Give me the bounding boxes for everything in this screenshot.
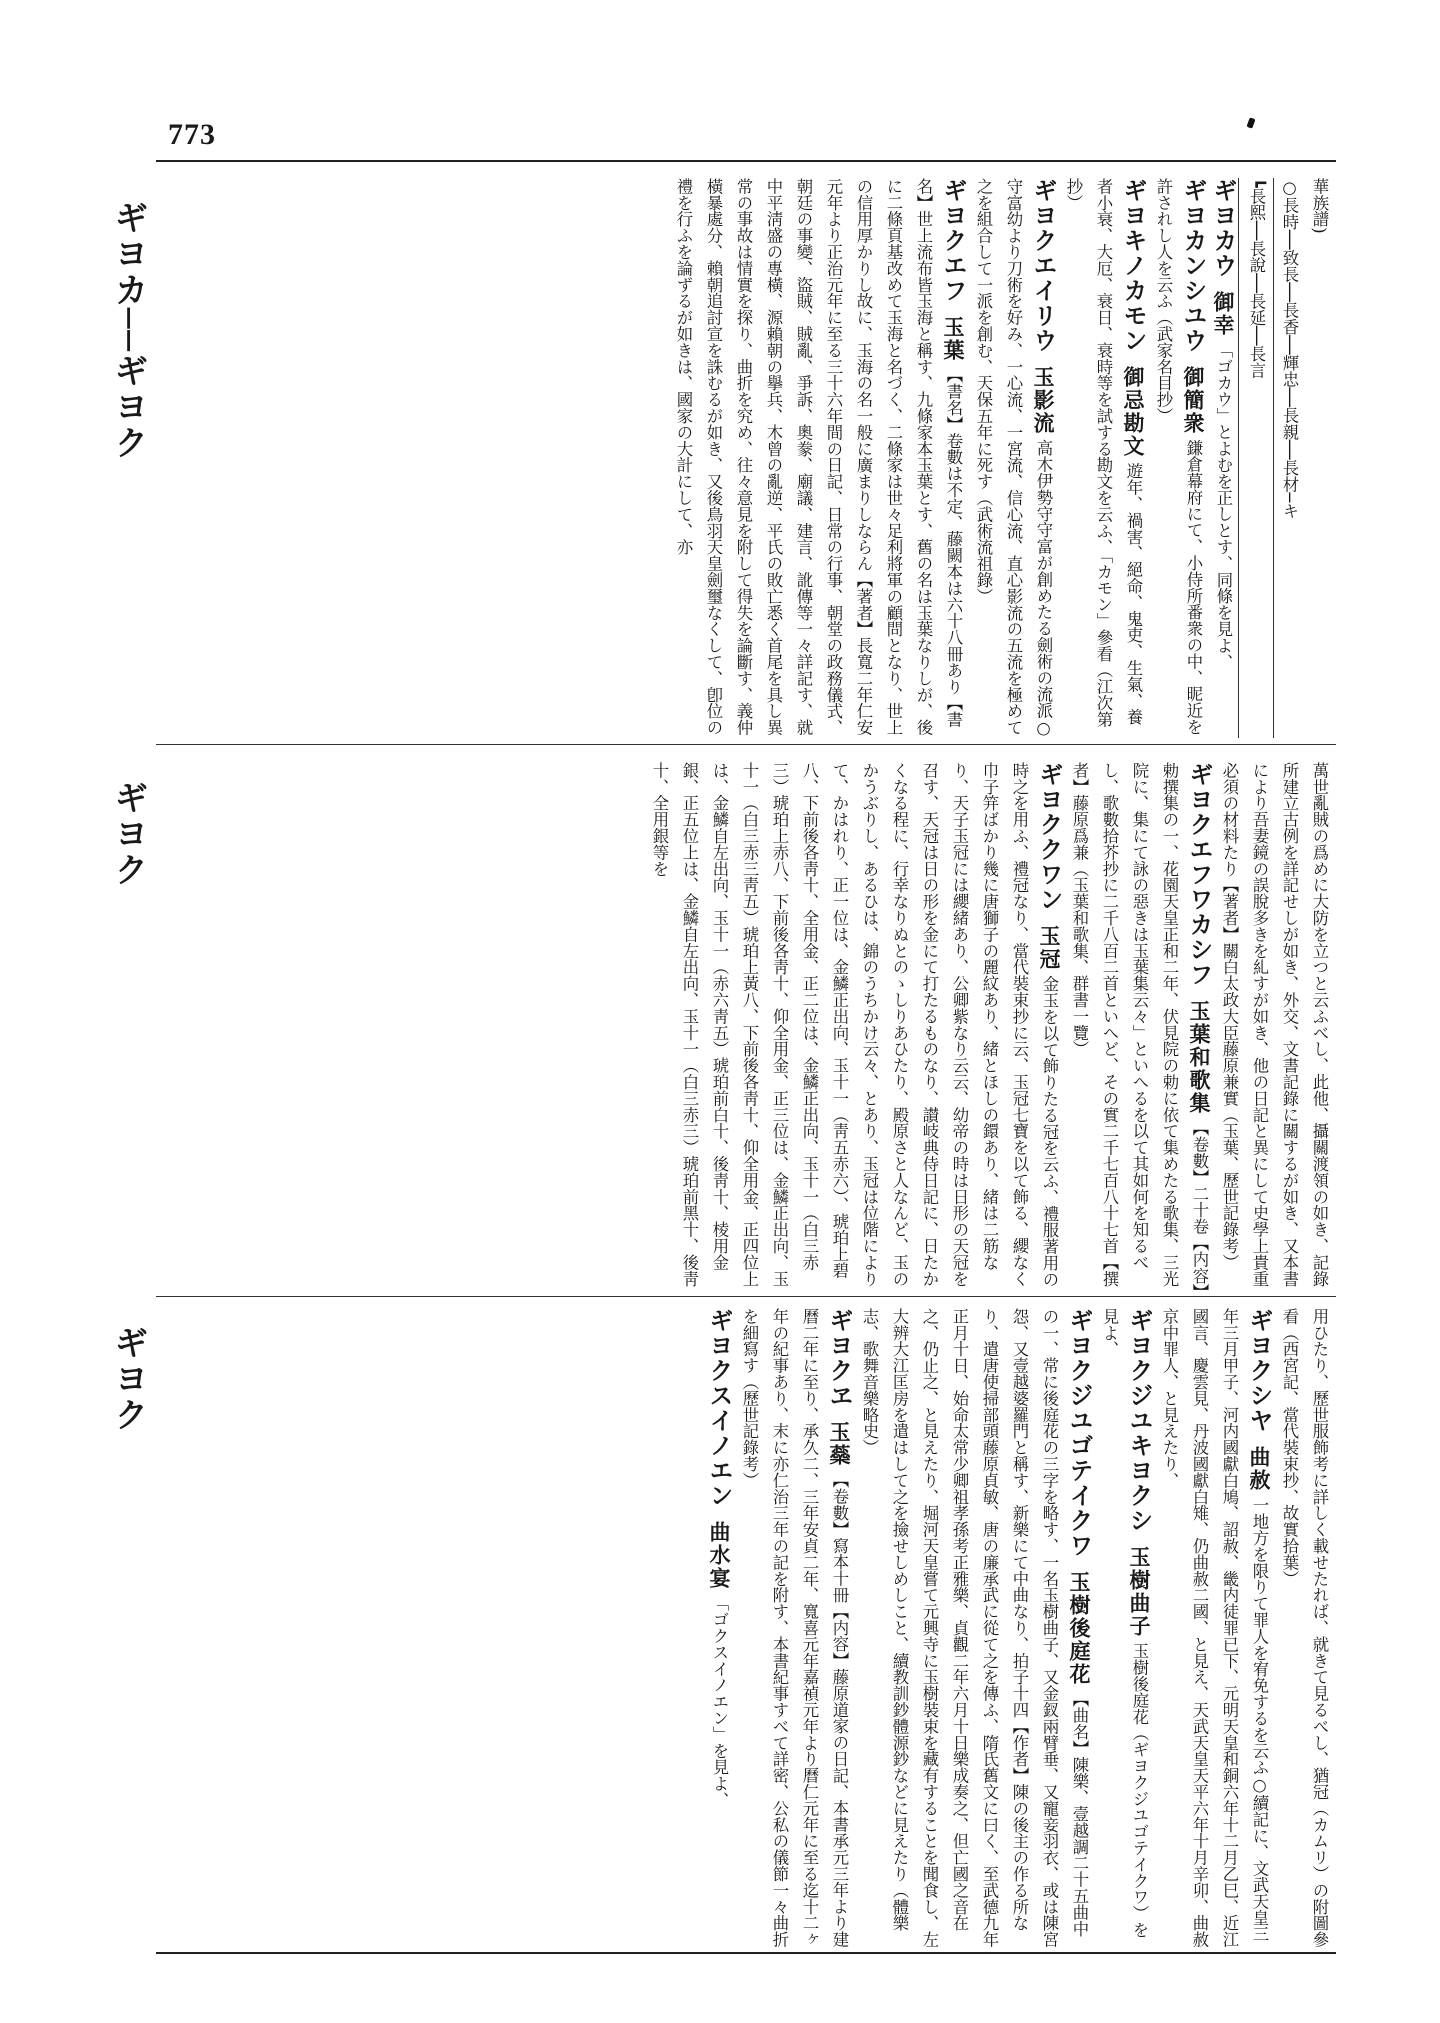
dictionary-entry	[854, 1308, 1094, 1948]
entry-headword: ギヨクエフワカシフ	[1185, 762, 1213, 987]
dictionary-entry	[734, 1308, 854, 1948]
band-divider-lower	[156, 1296, 1336, 1297]
band-divider-upper	[156, 744, 1336, 745]
entry-text: 鎌倉幕府にて、小侍所番衆の中、昵近を許されし人を云ふ（武家名目抄）	[1154, 178, 1203, 736]
entry-text: 金玉を以て飾りたる冠を云ふ、禮服著用の時之を用ふ、禮冠なり、當代裝束抄に云、玉冠七寶を以て飾る、纓なく巾子笄ばかり幾に唐獅子の麗紋あり、緒とほしの鐶あり、緒は二筋なり、天子玉冠には纓緒あり、公卿紫なり云云、幼帝の時は日形の天冠を召す、天冠は日の形を金にて打たるものなり、讃岐典侍日記に、日たかくなる程に、行幸なりぬとのゝしりあひたり、殿原さと人なんど、玉のかうぶりし、あるひは、錦のうちかけ云々、とあり、玉冠は位階によりて、かはれり、正一位は、金鱗正出向、玉十一（靑五赤六）、琥珀上碧八、下前後各靑十、全用金、正二位は、金鱗正出向、玉十一（白三赤三）琥珀上赤八、下前後各靑十、仰全用金、正三位は、金鱗正出向、玉十一（白三赤三靑五）琥珀上黃八、下前後各靑十、仰全用金、正四位上は、金鱗自左出向、玉十一（赤六靑五）琥珀前白十、後靑十、棱用金銀、正五位上は、金鱗自左出向、玉十一（白三赤三）琥珀前黑十、後靑十、全用銀等を	[650, 762, 1059, 1288]
entry-headword: ギヨクシヤ	[1245, 1308, 1273, 1433]
entry-headword: ギヨカンシユウ	[1179, 178, 1207, 353]
genealogy-box: ┗長熙──長說──長延──長言	[1238, 178, 1274, 738]
entry-kanji: 御忌勘文	[1121, 365, 1146, 458]
dictionary-entry	[1154, 1308, 1274, 1948]
entry-text: 「ゴクスイノエン」を見よ、	[710, 1594, 729, 1809]
entry-kanji: 玉葉	[941, 315, 966, 362]
entry-headword: ギヨクエフ	[939, 178, 967, 303]
dictionary-entry	[968, 178, 1058, 738]
top-band	[164, 178, 1334, 738]
running-head-top: ギヨカ──ギヨク	[108, 200, 148, 461]
running-head-middle: ギヨク	[108, 780, 148, 888]
entry-text: 「ゴカウ」とよむを正しとす、同條を見よ、	[1214, 341, 1233, 670]
continuation-text: 萬世亂賊の爲めに大防を立つと云ふべし、此他、攝關渡領の如き、記錄所建立古例を詳記せしが如き、外交、文書記錄に關するが如き、又本書により吾妻鏡の誤脫多きを糺すが如き、他の日記と異にして史學上貴重必須の材料たり【著者】關白太政大臣藤原兼實（玉葉、歷世記錄考）	[1220, 762, 1329, 1287]
entry-text: 一地方を限りて罪人を宥免するを云ふ○續記に、文武天皇三年三月甲子、河内國獻白鳩、詔赦、畿内徒罪已下、元明天皇和銅六年十二月乙巳、近江國言、慶雲見、丹波國獻白雉、仍曲赦二國、と見え、天武天皇天平六年十月辛卯、曲赦京中罪人、と見えたり、	[1160, 1308, 1269, 1948]
entry-kanji: 玉樹曲子	[1127, 1545, 1152, 1638]
bottom-band	[164, 1308, 1334, 1948]
entry-headword: ギヨクヱ	[825, 1308, 853, 1408]
dictionary-entry	[668, 178, 968, 738]
dictionary-entry	[1208, 178, 1238, 738]
entry-kanji: 玉影流	[1031, 365, 1056, 435]
entry-text: 玉樹後庭花（ギヨクジユゴテイクワ）を見よ、	[1100, 1308, 1149, 1939]
entry-text: 【卷數】二十卷【内容】勅撰集の一、花園天皇正和二年、伏見院の勅に依て集めたる歌集、三光院に、集にて詠の惡きは玉葉集云々」といへるを以て其如何を知るべし、歌數拾芥抄に二千八百二首といへど、その實二千七百八十七首【撰者】藤原爲兼（玉葉和歌集、群書一覽）	[1070, 762, 1209, 1292]
entry-headword: ギヨククワン	[1035, 762, 1063, 912]
entry-kanji: 曲水宴	[707, 1520, 732, 1590]
entry-headword: ギヨクエイリウ	[1029, 178, 1057, 353]
running-head-bottom: ギヨク	[108, 1325, 148, 1433]
dictionary-entry	[1058, 178, 1148, 738]
entry-text: 【卷數】寫本十冊【内容】藤原道家の日記、本書承元三年より建曆二年に至り、承久二、三年安貞二年、寬喜元年嘉禎元年より曆仁元年に至る迄十二ヶ年の紀事あり、末に亦仁治三年の記を附す、本書紀事すべて詳密、公私の儀節一々曲折を細寫す（歷世記錄考）	[740, 1308, 849, 1948]
genealogy-line: ○長時──致長──長香──輝忠──長親──長材─キ	[1280, 178, 1299, 519]
entry-headword: ギヨキノカモン	[1119, 178, 1147, 353]
dictionary-entry	[1064, 762, 1214, 1292]
continuation-text: 華族譜)	[1310, 178, 1329, 234]
entry-kanji: 御簡衆	[1181, 365, 1206, 435]
entry-text: 【曲名】陳樂、壹越調二十五曲中の一、常に後庭花の三字を略す、一名玉樹曲子、又金釵兩臂垂、又寵妾羽衣、或は陳宮怨、又壹越婆羅門と稱す、新樂にて中曲なり、拍子十四【作者】陳の後主の作る所なり、遣唐使掃部頭藤原貞敏、唐の廉承武に從て之を傳ふ、隋氏舊文に曰く、至武德九年正月十日、始命太常少卿祖孝孫考正雅樂、貞觀二年六月十日樂成奏之、但亡國之音在之、仍止之、と見えたり、堀河天皇嘗て元興寺に玉樹裝束を藏有することを聞食し、左大辨大江匡房を遣はして之を撿せしめしこと、續教訓鈔體源鈔などに見えたり（體樂志、歌舞音樂略史）	[860, 1308, 1089, 1948]
entry-headword: ギヨクジユキヨクシ	[1125, 1308, 1153, 1533]
entry-kanji: 玉葉和歌集	[1187, 999, 1212, 1115]
corner-mark	[1246, 117, 1255, 128]
continuation-text: 用ひたり、歷世服飾考に詳しく載せたれば、就きて見るべし、猶冠（カムリ）の附圖參看（西宮記、當代裝束抄、故實拾葉）	[1280, 1308, 1329, 1948]
entry-kanji: 御幸	[1211, 290, 1236, 337]
dictionary-entry	[1094, 1308, 1154, 1948]
entry-kanji: 玉冠	[1037, 924, 1062, 971]
entry-text: 【書名】卷數は不定、藤闕本は六十八冊あり【書名】世上流布皆玉海と稱す、九條家本玉葉とす、舊の名は玉葉なりしが、後に二條頁基改めて玉海と名づく、二條家は世々足利將軍の顧問となり、世上の信用厚かりし故に、玉海の名一般に廣まりしならん【著者】長寬二年仁安元年より正治元年に至る三十六年間の日記、日常の行事、朝堂の政務儀式、朝廷の事變、盜賊、賊亂、爭訴、奧豢、廟議、建言、訛傳等一々詳記す、就中平淸盛の專橫、源賴朝の擧兵、木曾の亂逆、平氏の敗亡悉く首尾を具し異常の事故は情實を探り、曲折を究め、往々意見を附して得失を論斷す、義仲橫暴處分、賴朝追討宣を誅むるが如き、又後鳥羽天皇劍璽なくして、卽位の禮を行ふを論ずるが如きは、國家の大計にして、亦	[674, 178, 963, 736]
entry-kanji: 曲赦	[1247, 1445, 1272, 1492]
entry-kanji: 玉樹後庭花	[1067, 1570, 1092, 1686]
dictionary-entry	[704, 1308, 734, 1948]
entry-headword: ギヨクスイノエン	[705, 1308, 733, 1508]
entry-text: 遊年、禍害、絕命、鬼吏、生氣、養者小衰、大厄、衰日、衰時等を試する勘文を云ふ、「カモン」參看（江次第抄）	[1064, 178, 1143, 728]
entry-kanji: 玉蘂	[827, 1420, 852, 1467]
entry-headword: ギヨクジユゴテイクワ	[1065, 1308, 1093, 1558]
page-number: 773	[168, 118, 216, 151]
entry-text: 高木伊勢守守富が創めたる劍術の流派○守富幼より刀術を好み、一心流、一宮流、信心流、直心影流の五流を極めて之を組合して一派を創む、天保五年に死す（武術流祖錄）	[974, 178, 1053, 738]
middle-band	[164, 762, 1334, 1292]
entry-headword: ギヨカウ	[1209, 178, 1237, 278]
dictionary-entry	[644, 762, 1064, 1292]
dictionary-entry	[1148, 178, 1208, 738]
